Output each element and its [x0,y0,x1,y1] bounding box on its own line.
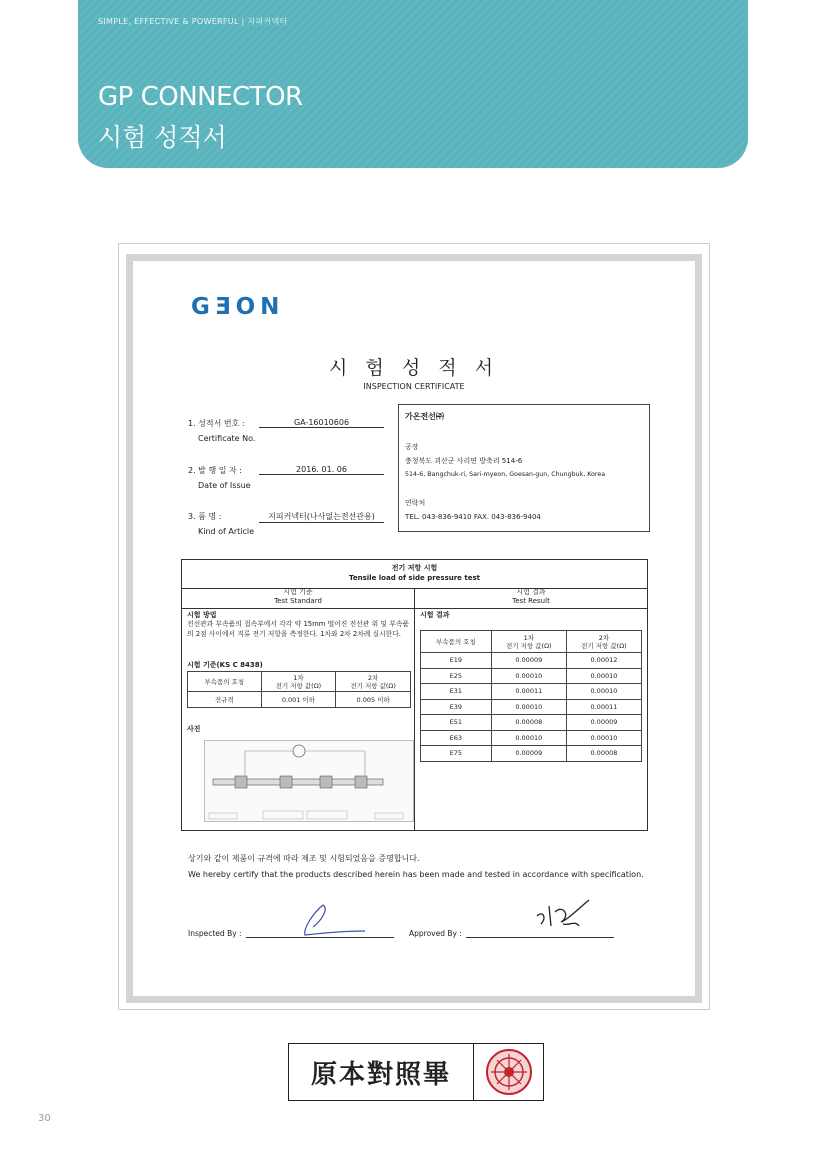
header-title-ko: 시험 성적서 [98,123,227,152]
criteria-cell: 전규격 [188,692,262,708]
results-row [421,668,642,684]
results-cell: 0.00010 [491,730,566,746]
statement-en: We hereby certify that the products described herein has been made and tested in accordance with specification. [188,870,644,879]
field-label: 1. 성적서 번호 : [188,419,245,428]
results-cell: 0.00012 [566,653,641,669]
result-en: Test Result [512,597,550,605]
results-row [421,699,642,715]
results-header: 1차 전기 저항 값(Ω) [491,631,566,653]
results-cell: E31 [421,684,492,700]
factory-label: 공장 [405,443,419,451]
test-title-ko: 전기 저항 시험 [391,564,438,572]
original-copy-stamp [288,1043,544,1101]
results-table [420,630,642,762]
result-header [415,588,647,609]
approved-by-line [466,937,614,938]
criteria-header: 부속품의 호칭 [188,672,262,692]
certificate-title: 시 험 성 적 서 [329,357,499,379]
criteria-label: 시험 기준(KS C 8438) [187,661,263,669]
results-row [421,684,642,700]
standard-header [182,588,414,609]
test-section [181,559,648,831]
results-cell: E63 [421,730,492,746]
header-title-en: GP CONNECTOR [98,82,303,112]
results-cell: 0.00010 [491,668,566,684]
results-cell: 0.00011 [491,684,566,700]
results-cell: E19 [421,653,492,669]
criteria-header: 1차 전기 저항 값(Ω) [261,672,336,692]
results-label: 시험 결과 [420,611,450,619]
contact-info: TEL. 043-836-9410 FAX. 043-836-9404 [405,513,541,521]
field-label-en: Kind of Article [198,527,255,536]
certificate-border [126,254,702,1003]
test-caption [182,560,647,589]
field-value: GA-16010606 [259,418,384,428]
field-value: 지피커넥터(나사없는전선관용) [259,511,384,523]
field-value: 2016. 01. 06 [259,465,384,475]
address-ko: 충청북도 괴산군 사리면 방축리 514-6 [405,457,523,465]
test-setup-drawing [205,741,413,821]
results-cell: 0.00009 [566,715,641,731]
red-seal-icon [485,1048,533,1096]
photo-label: 사진 [187,725,201,733]
standard-ko: 시험 기준 [283,588,313,596]
test-setup-photo [204,740,414,822]
statement-ko: 상기와 같이 제품이 규격에 따라 제조 및 시험되었음을 증명합니다. [188,854,420,863]
method-label: 시험 방법 [187,611,217,619]
test-title-en: Tensile load of side pressure test [349,574,480,582]
address-en: 514-6, Bangchuk-ri, Sari-myeon, Goesan-gun, Chungbuk, Korea [405,471,606,478]
gaon-logo: GƎON [191,294,285,320]
results-cell: 0.00010 [566,684,641,700]
results-cell: E25 [421,668,492,684]
inspector-signature [293,901,373,941]
page-number: 30 [38,1113,51,1124]
results-header: 2차 전기 저항 값(Ω) [566,631,641,653]
results-cell: 0.00008 [566,746,641,762]
results-cell: 0.00010 [566,668,641,684]
results-cell: 0.00010 [566,730,641,746]
standard-en: Test Standard [274,597,322,605]
field-label: 3. 품 명 : [188,512,222,521]
criteria-table [187,671,411,708]
results-cell: 0.00011 [566,699,641,715]
results-row [421,730,642,746]
results-cell: E75 [421,746,492,762]
certificate-document [133,261,695,996]
contact-label: 연락처 [405,499,426,507]
result-ko: 시험 결과 [516,588,546,596]
field-label: 2. 발 행 일 자 : [188,466,242,475]
certificate-subtitle: INSPECTION CERTIFICATE [363,382,465,391]
results-cell: 0.00009 [491,653,566,669]
results-row [421,746,642,762]
header-tagline: SIMPLE, EFFECTIVE & POWERFUL | 지피커넥터 [98,17,288,26]
results-row [421,715,642,731]
results-cell: 0.00008 [491,715,566,731]
field-label-en: Certificate No. [198,434,256,443]
results-cell: 0.00009 [491,746,566,762]
company-name: 가온전선㈜ [405,412,444,421]
column-divider [414,588,415,830]
results-cell: 0.00010 [491,699,566,715]
approved-by-label: Approved By : [409,929,462,938]
criteria-header: 2차 전기 저항 값(Ω) [336,672,411,692]
criteria-cell: 0.001 이하 [261,692,336,708]
company-info-box [398,404,650,532]
results-row [421,653,642,669]
results-cell: E51 [421,715,492,731]
field-label-en: Date of Issue [198,481,251,490]
results-cell: E39 [421,699,492,715]
criteria-cell: 0.005 이하 [336,692,411,708]
inspected-by-label: Inspected By : [188,929,242,938]
certification-statement [188,851,648,883]
stamp-text: 原本對照畢 [289,1044,474,1100]
approver-signature [533,896,593,932]
results-header: 부속품의 호칭 [421,631,492,653]
page-header [78,0,748,168]
method-text: 전선관과 부속품의 접속부에서 각각 약 15mm 떨어진 전선관 위 및 부속품의 2점 사이에서 직류 전기 저항을 측정한다. 1차와 2차 2차례 실시한다. [187,620,409,638]
certificate-frame [118,243,710,1010]
